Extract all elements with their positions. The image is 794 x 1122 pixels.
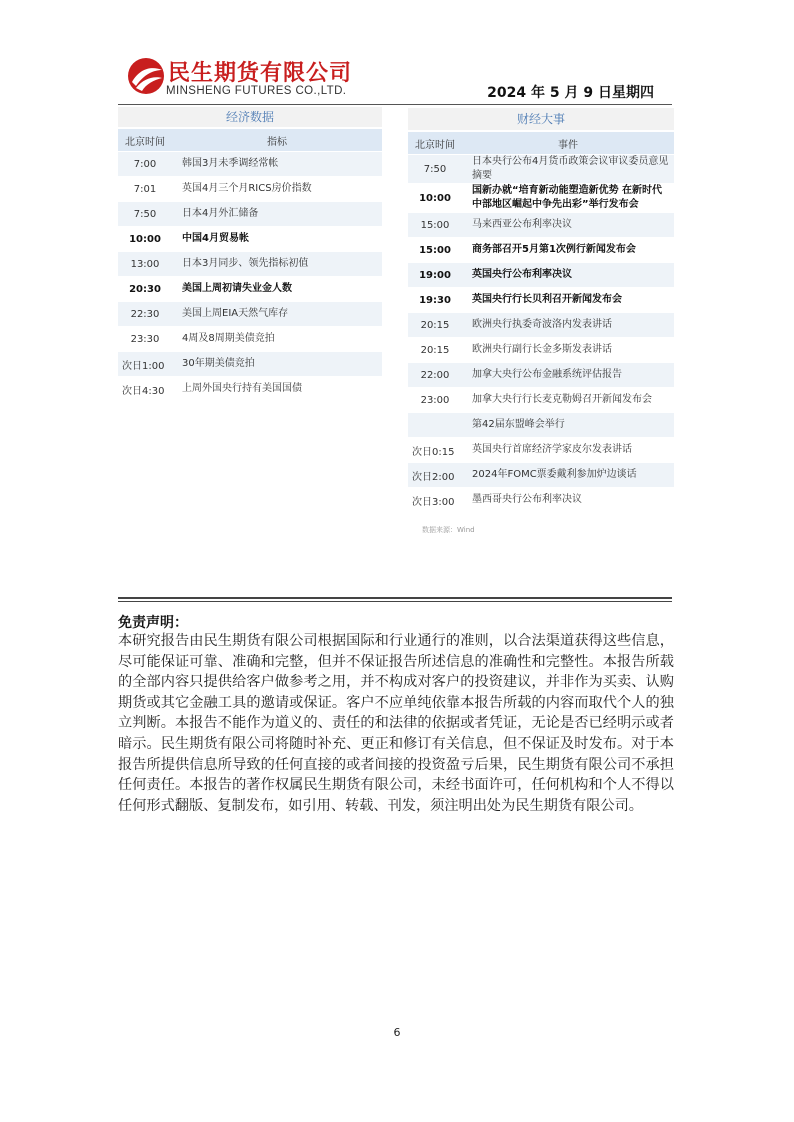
row-time: 13:00: [118, 252, 172, 277]
row-item: 欧洲央行执委奇波洛内发表讲话: [462, 313, 674, 338]
row-item: 英国4月三个月RICS房价指数: [172, 177, 382, 202]
row-item: 墨西哥央行公布利率决议: [462, 488, 674, 513]
row-time: 23:30: [118, 327, 172, 352]
row-item: 美国上周EIA天然气库存: [172, 302, 382, 327]
row-time: 10:00: [118, 227, 172, 252]
row-item: 加拿大央行公布金融系统评估报告: [462, 363, 674, 388]
column-header-event: 事件: [462, 132, 674, 155]
table-row: [408, 413, 674, 438]
row-time: 次日0:15: [408, 438, 462, 463]
row-time: 7:00: [118, 152, 172, 177]
row-item: 30年期美债竞拍: [172, 352, 382, 377]
table-row: [118, 152, 382, 177]
table-row: [118, 177, 382, 202]
table-row: [408, 263, 674, 288]
table-row: [408, 313, 674, 338]
row-time: 15:00: [408, 213, 462, 238]
disclaimer-title: 免责声明：: [118, 615, 188, 631]
company-logo: [126, 56, 366, 102]
row-item: 韩国3月未季调经常帐: [172, 152, 382, 177]
report-date: 2024 年 5 月 9 日星期四: [487, 85, 654, 101]
section-divider-thick: [118, 597, 672, 599]
company-name-en: MINSHENG FUTURES CO.,LTD.: [166, 85, 347, 97]
row-item: 英国央行首席经济学家皮尔发表讲话: [462, 438, 674, 463]
row-item: 上周外国央行持有美国国债: [172, 377, 382, 402]
financial-events-table: [408, 132, 674, 513]
company-name-cn: 民生期货有限公司: [168, 61, 353, 86]
row-time: 7:50: [118, 202, 172, 227]
table-row: [408, 388, 674, 413]
column-header-indicator: 指标: [172, 129, 382, 152]
row-item: 日本央行公布4月货币政策会议审议委员意见摘要: [462, 155, 674, 184]
row-time: 次日4:30: [118, 377, 172, 402]
table-row: [408, 438, 674, 463]
row-time: 7:50: [408, 155, 462, 184]
table-header-row: [408, 132, 674, 155]
row-item: 马来西亚公布利率决议: [462, 213, 674, 238]
table-row: [408, 238, 674, 263]
table-header-row: [118, 129, 382, 152]
row-item: 2024年FOMC票委戴利参加炉边谈话: [462, 463, 674, 488]
table-row: [408, 155, 674, 184]
disclaimer-body: 本研究报告由民生期货有限公司根据国际和行业通行的准则，以合法渠道获得这些信息，尽可能保证可靠、准确和完整，但并不保证报告所述信息的准确性和完整性。本报告所载的全部内容只提供给客户做参考之用，并不构成对客户的投资建议，并非作为买卖、认购期货或其它金融工具的邀请或保证。客户不应单纯依靠本报告所载的内容而取代个人的独立判断。本报告不能作为道义的、责任的和法律的依据或者凭证，无论是否已经明示或者暗示。民生期货有限公司将随时补充、更正和修订有关信息，但不保证及时发布。对于本报告所提供信息所导致的任何直接的或者间接的投资盈亏后果，民生期货有限公司不承担任何责任。本报告的著作权属民生期货有限公司，未经书面许可，任何机构和个人不得以任何形式翻版、复制发布，如引用、转载、刊发，须注明出处为民生期货有限公司。: [118, 633, 674, 814]
row-time: [408, 413, 462, 438]
page-number: 6: [393, 1026, 401, 1039]
row-time: 次日1:00: [118, 352, 172, 377]
table-row: [118, 252, 382, 277]
table-row: [118, 202, 382, 227]
company-logo-icon: [126, 56, 166, 96]
row-item: 英国央行公布利率决议: [462, 263, 674, 288]
table-row: [118, 327, 382, 352]
table-row: [408, 184, 674, 213]
table-row: [408, 213, 674, 238]
economic-data-section: [118, 107, 382, 402]
row-item: 欧洲央行副行长金多斯发表讲话: [462, 338, 674, 363]
row-item: 日本3月同步、领先指标初值: [172, 252, 382, 277]
data-source-note: 数据来源：Wind: [422, 526, 475, 534]
table-row: [118, 302, 382, 327]
table-row: [118, 227, 382, 252]
row-time: 22:30: [118, 302, 172, 327]
table-row: [408, 363, 674, 388]
section-divider-thin: [118, 601, 672, 602]
economic-data-title: 经济数据: [118, 107, 382, 127]
row-time: 7:01: [118, 177, 172, 202]
row-time: 19:00: [408, 263, 462, 288]
table-row: [118, 352, 382, 377]
header-rule: [118, 104, 672, 105]
table-row: [408, 463, 674, 488]
economic-data-table: [118, 129, 382, 402]
row-time: 20:30: [118, 277, 172, 302]
column-header-time: 北京时间: [408, 132, 462, 155]
row-time: 22:00: [408, 363, 462, 388]
row-item: 中国4月贸易帐: [172, 227, 382, 252]
row-time: 20:15: [408, 313, 462, 338]
column-header-time: 北京时间: [118, 129, 172, 152]
row-item: 第42届东盟峰会举行: [462, 413, 674, 438]
row-time: 15:00: [408, 238, 462, 263]
row-item: 4周及8周期美债竞拍: [172, 327, 382, 352]
row-item: 日本4月外汇储备: [172, 202, 382, 227]
table-row: [118, 277, 382, 302]
row-item: 商务部召开5月第1次例行新闻发布会: [462, 238, 674, 263]
row-time: 20:15: [408, 338, 462, 363]
row-item: 美国上周初请失业金人数: [172, 277, 382, 302]
table-row: [408, 338, 674, 363]
row-time: 19:30: [408, 288, 462, 313]
financial-events-section: [408, 108, 674, 513]
row-item: 国新办就“培育新动能塑造新优势 在新时代中部地区崛起中争先出彩”举行发布会: [462, 184, 674, 213]
row-item: 加拿大央行行长麦克勒姆召开新闻发布会: [462, 388, 674, 413]
row-time: 23:00: [408, 388, 462, 413]
table-row: [408, 288, 674, 313]
table-row: [408, 488, 674, 513]
row-item: 英国央行行长贝利召开新闻发布会: [462, 288, 674, 313]
financial-events-title: 财经大事: [408, 108, 674, 130]
row-time: 次日2:00: [408, 463, 462, 488]
row-time: 次日3:00: [408, 488, 462, 513]
table-row: [118, 377, 382, 402]
row-time: 10:00: [408, 184, 462, 213]
